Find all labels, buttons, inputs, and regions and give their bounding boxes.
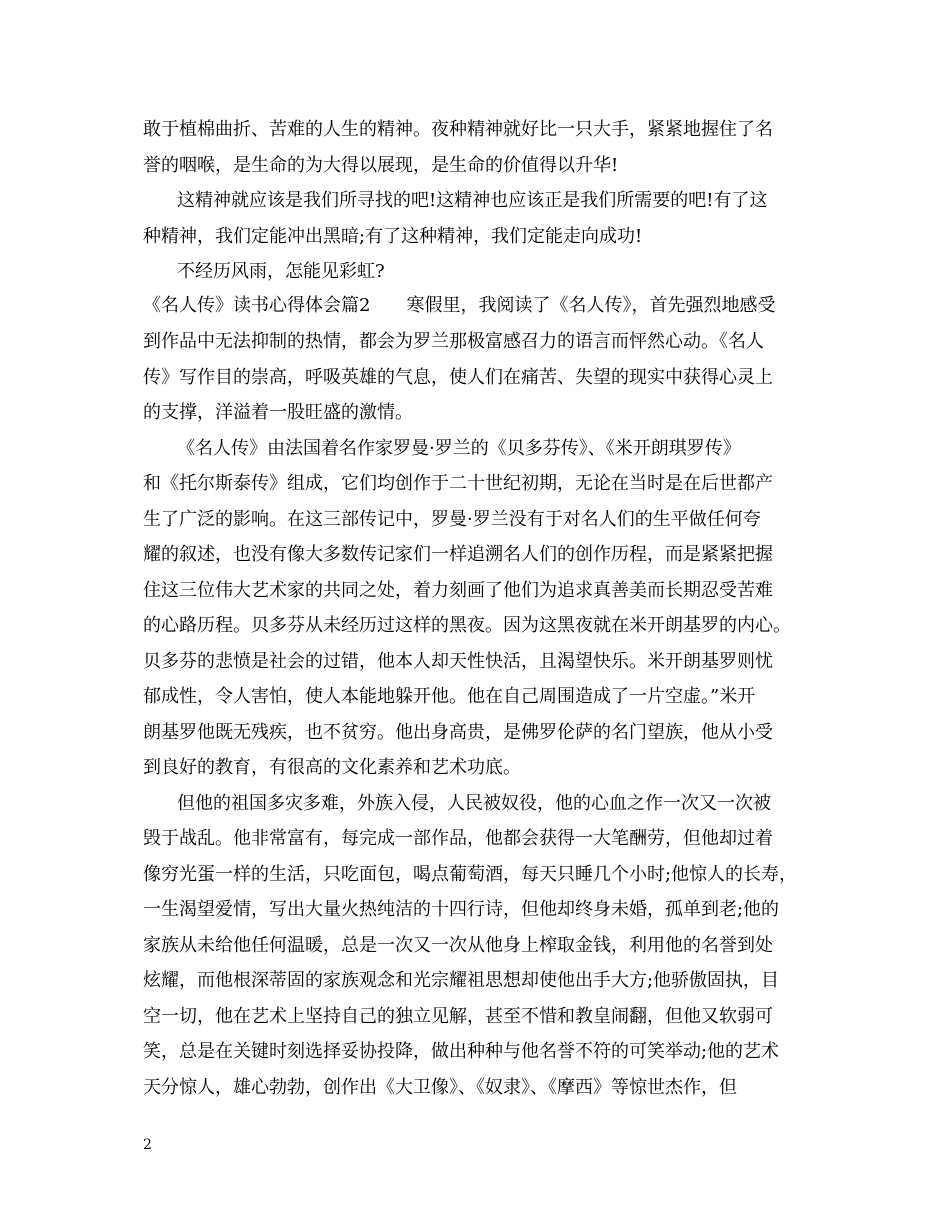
text-line: 天分惊人，雄心勃勃，创作出《大卫像》、《奴隶》、《摩西》等惊世杰作，但: [143, 1077, 737, 1098]
text-line: 朗基罗他既无残疾，也不贫穷。他出身高贵，是佛罗伦萨的名门望族，他从小受: [143, 722, 773, 743]
text-line: 不经历风雨，怎能见彩虹?: [177, 261, 385, 282]
text-line: 炫耀，而他根深蒂固的家族观念和光宗耀祖思想却使他出手大方;他骄傲固执，目: [143, 970, 780, 991]
text-line: 到作品中无法抑制的热情，都会为罗兰那极富感召力的语言而怦然心动。《名人: [143, 331, 764, 352]
text-line: 贝多芬的悲愤是社会的过错，他本人却天性快活，且渴望快乐。米开朗基罗则忧: [143, 651, 773, 672]
page-number: 2: [143, 1137, 152, 1153]
text-line: 一生渴望爱情，写出大量火热纯洁的十四行诗，但他却终身未婚，孤单到老;他的: [143, 899, 780, 920]
text-line: 空一切，他在艺术上坚持自己的独立见解，甚至不惜和教皇闹翻，但他又软弱可: [143, 1006, 773, 1027]
text-line: 和《托尔斯泰传》组成，它们均创作于二十世纪初期，无论在当时是在后世都产: [143, 473, 773, 494]
text-line: 到良好的教育，有很高的文化素养和艺术功底。: [143, 757, 521, 778]
section-heading-line: 《名人传》读书心得体会篇2 寒假里，我阅读了《名人传》，首先强烈地感受: [143, 295, 776, 316]
text-line: 敢于植棉曲折、苦难的人生的精神。夜种精神就好比一只大手，紧紧地握住了名: [143, 119, 773, 140]
text-line: 种精神，我们定能冲出黑暗;有了这种精神，我们定能走向成功!: [143, 226, 643, 247]
text-line: 住这三位伟大艺术家的共同之处，着力刻画了他们为追求真善美而长期忍受苦难: [143, 580, 773, 601]
text-line: 笑，总是在关键时刻选择妥协投降，做出种种与他名誉不符的可笑举动;他的艺术: [143, 1041, 780, 1062]
text-line: 家族从未给他任何温暖，总是一次又一次从他身上榨取金钱，利用他的名誉到处: [143, 935, 773, 956]
text-line: 郁成性，令人害怕，使人本能地躲开他。他在自己周围造成了一片空虚。”米开: [143, 686, 756, 707]
text-line: 的支撑，洋溢着一股旺盛的激情。: [143, 402, 413, 423]
text-line: 毁于战乱。他非常富有，每完成一部作品，他都会获得一大笔酬劳，但他却过着: [143, 828, 773, 849]
text-line: 这精神就应该是我们所寻找的吧!这精神也应该正是我们所需要的吧!有了这: [177, 190, 768, 211]
text-line: 誉的咽喉，是生命的为大得以展现，是生命的价值得以升华!: [143, 155, 619, 176]
text-line: 但他的祖国多灾多难，外族入侵，人民被奴役，他的心血之作一次又一次被: [177, 793, 771, 814]
text-line: 传》写作目的崇高，呼吸英雄的气息，使人们在痛苦、失望的现实中获得心灵上: [143, 367, 773, 388]
text-line: 生了广泛的影响。在这三部传记中，罗曼·罗兰没有于对名人们的生平做任何夸: [143, 509, 761, 530]
text-line: 像穷光蛋一样的生活，只吃面包，喝点葡萄酒，每天只睡几个小时;他惊人的长寿，: [143, 864, 798, 885]
text-line: 的心路历程。贝多芬从未经历过这样的黑夜。因为这黑夜就在米开朗基罗的内心。: [143, 615, 791, 636]
text-line: 《名人传》由法国着名作家罗曼·罗兰的《贝多芬传》、《米开朗琪罗传》: [177, 438, 741, 459]
text-line: 耀的叙述，也没有像大多数传记家们一样追溯名人们的创作历程，而是紧紧把握: [143, 544, 773, 565]
